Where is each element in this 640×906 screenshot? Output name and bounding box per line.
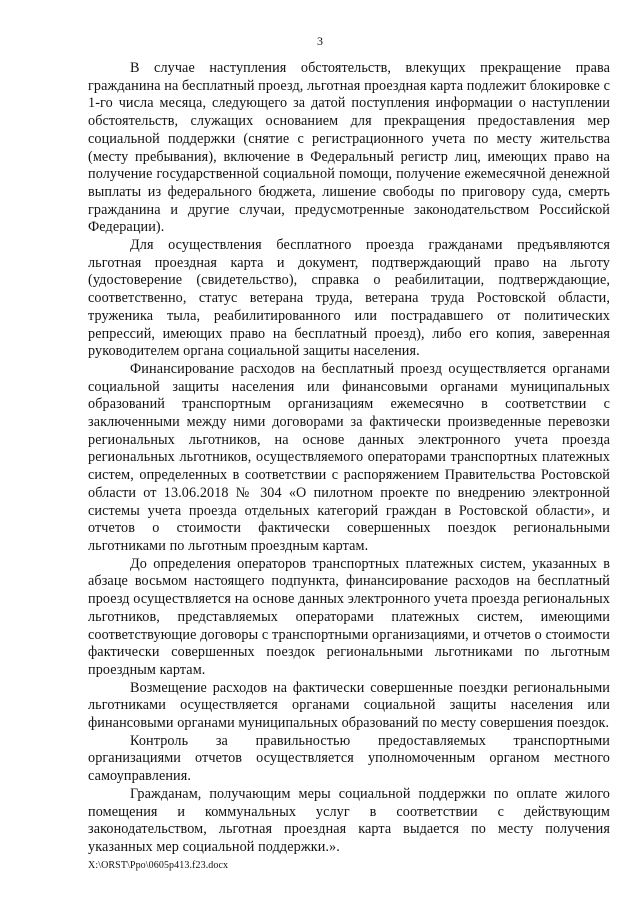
paragraph-documents: Для осуществления бесплатного проезда гражданами предъявляются льготная проездная карта и документ, подтверждающий право на льготу (удостоверение (свидетельство), справка о реабилитации, подтверждающие, соответственно, статус ветерана труда, ветерана труда Ростовской области, труженика тыла, реабилитированного или пострадавшего от политических репрессий, имеющих право на бесплатный проезд), либо его копия, заверенная руководителем органа социальной защиты населения. [88,237,610,360]
document-body [88,60,610,857]
paragraph-housing-recipients: Гражданам, получающим меры социальной поддержки по оплате жилого помещения и коммунальных услуг в соответствии с действующим законодательством, льготная проездная карта выдается по месту получения указанных мер социальной поддержки.». [88,785,610,855]
paragraph-before-operators: До определения операторов транспортных платежных систем, указанных в абзаце восьмом настоящего подпункта, финансирование расходов на бесплатный проезд осуществляется на основе данных электронного учета проезда региональных льготников, представляемых операторами платежных систем, имеющими соответствующие договоры с транспортными организациями, и отчетов о стоимости фактически совершенных поездок региональными льготниками по льготным проездным картам. [88,555,610,678]
footer-file-path: X:\ORST\Ppo\0605p413.f23.docx [88,860,229,871]
paragraph-control: Контроль за правильностью предоставляемых транспортными организациями отчетов осуществляется уполномоченным органом местного самоуправления. [88,732,610,785]
paragraph-reimbursement: Возмещение расходов на фактически совершенные поездки региональными льготниками осуществляется органами социальной защиты населения или финансовыми органами муниципальных образований по месту совершения поездок. [88,679,610,732]
paragraph-financing: Финансирование расходов на бесплатный проезд осуществляется органами социальной защиты населения или финансовыми органами муниципальных образований транспортным организациям ежемесячно в соответствии с заключенными между ними договорами за фактически произведенные перевозки региональных льготников, на основе данных электронного учета проезда региональных льготников, осуществляемого операторами транспортных платежных систем, определенных в соответствии с распоряжением Правительства Ростовской области от 13.06.2018 № 304 «О пилотном проекте по внедрению электронной системы учета проезда отдельных категорий граждан в Ростовской области», и отчетов о стоимости фактически совершенных поездок региональными льготниками по льготным проездным картам. [88,360,610,554]
paragraph-termination: В случае наступления обстоятельств, влекущих прекращение права гражданина на бесплатный проезд, льготная проездная карта подлежит блокировке с 1-го числа месяца, следующего за датой поступления информации о наступлении обстоятельств, служащих основанием для прекращения предоставления мер социальной поддержки (снятие с регистрационного учета по месту жительства (месту пребывания), включение в Федеральный регистр лиц, имеющих право на получение государственной социальной помощи, получение ежемесячной денежной выплаты из федерального бюджета, лишение свободы по приговору суда, смерть гражданина и другие случаи, предусмотренные законодательством Российской Федерации). [88,60,610,236]
page-number: 3 [317,34,323,48]
